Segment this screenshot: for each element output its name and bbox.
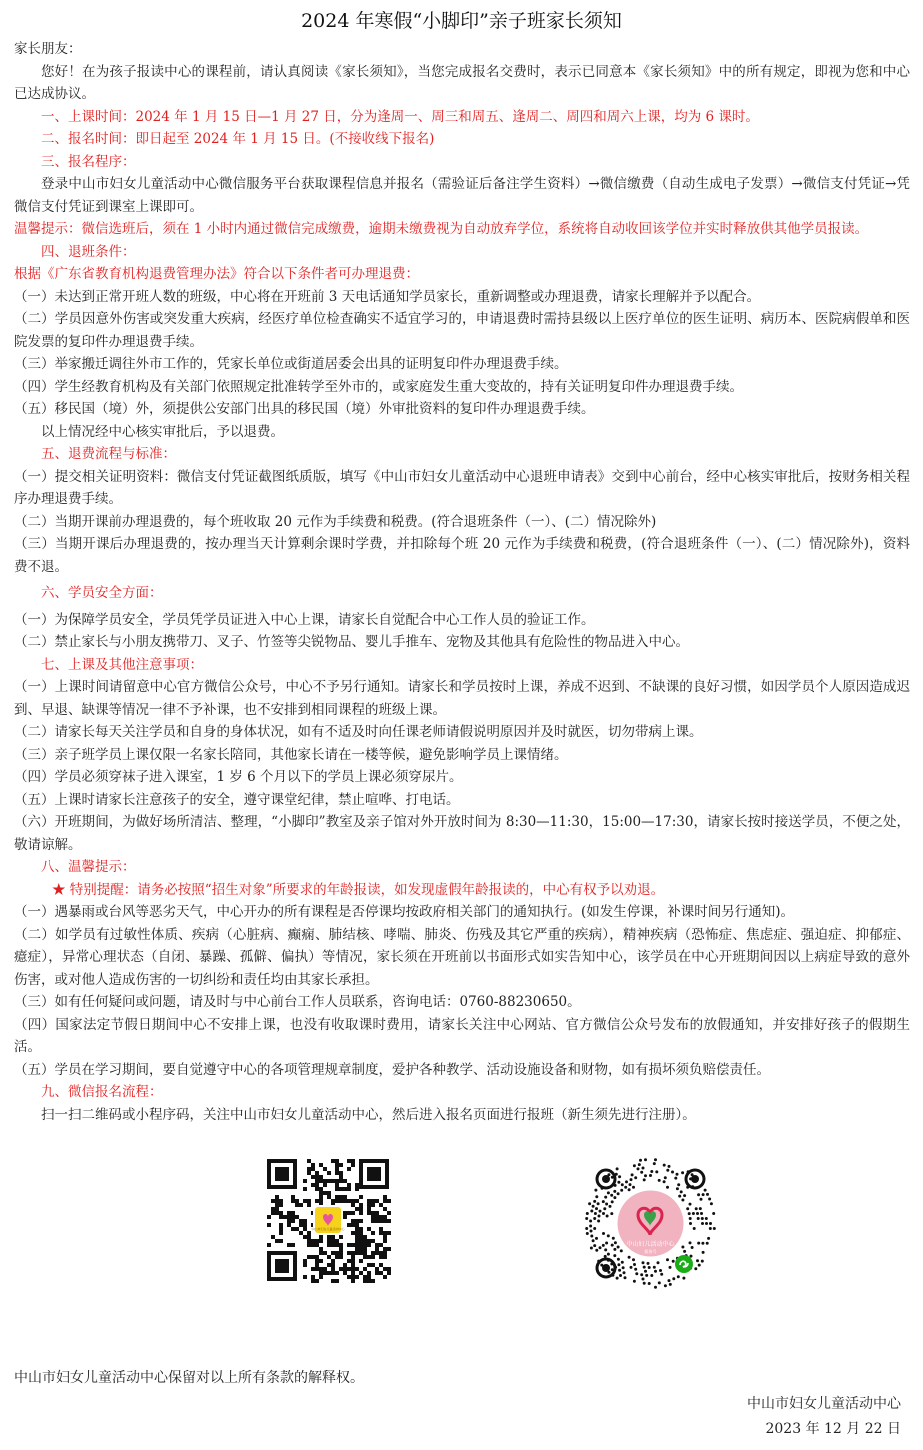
- qr-badge-text: 中山市妇女儿童活动中心: [311, 1227, 345, 1231]
- section-8-item: （三）如有任何疑问或问题，请及时与中心前台工作人员联系，咨询电话：0760-88230650。: [14, 994, 581, 1010]
- section-6-item: （二）禁止家长与小朋友携带刀、叉子、竹签等尖锐物品、婴儿手推车、宠物及其他具有危险性的物品进入中心。: [14, 634, 689, 650]
- section-5-item: （二）当期开课前办理退费的，每个班收取 20 元作为手续费和税费。(符合退班条件（一）、(二）情况除外): [14, 513, 657, 530]
- section-4-heading: 四、退班条件：: [41, 243, 136, 260]
- section-8-item: （一）遇暴雨或台风等恶劣天气，中心开办的所有课程是否停课均按政府相关部门的通知执行。(如发生停课，补课时间另行通知)。: [14, 904, 795, 920]
- section-5-heading: 五、退费流程与标准：: [41, 446, 176, 462]
- section-7-heading: 七、上课及其他注意事项：: [41, 656, 203, 673]
- section-6-heading: 六、学员安全方面：: [41, 585, 163, 601]
- wechat-qr-code-icon[interactable]: [265, 1157, 391, 1283]
- section-3-heading: 三、报名程序：: [41, 153, 136, 170]
- section-8-heading: 八、温馨提示：: [41, 859, 136, 875]
- section-8-item: （五）学员在学习期间，要自觉遵守中心的各项管理规章制度，爱护各种教学、活动设施设备和财物，如有损坏须负赔偿责任。: [14, 1061, 770, 1078]
- section-4-item: （五）移民国（境）外，须提供公安部门出具的移民国（境）外审批资料的复印件办理退费手续。: [14, 401, 595, 417]
- section-6-item: （一）为保障学员安全，学员凭学员证进入中心上课，请家长自觉配合中心工作人员的验证工作。: [14, 611, 595, 628]
- greeting: 家长朋友：: [14, 41, 82, 57]
- section-4-item: （一）未达到正常开班人数的班级，中心将在开班前 3 天电话通知学员家长，重新调整或办理退费，请家长理解并予以配合。: [14, 288, 761, 305]
- warm-tip-payment: 温馨提示：微信选班后，须在 1 小时内通过微信完成缴费，逾期未缴费视为自动放弃学位，系统将自动收回该学位并实时释放供其他学员报读。: [14, 221, 869, 237]
- mini-program-code-icon[interactable]: [584, 1157, 717, 1290]
- section-5-item: （一）提交相关证明资料：微信支付凭证截图纸质版，填写《中山市妇女儿童活动中心退班申请表》交到中心前台，经中心核实审批后，按财务相关程序办理退费手续。: [14, 468, 910, 507]
- footer-note: 中山市妇女儿童活动中心保留对以上所有条款的解释权。: [14, 1370, 364, 1386]
- section-7-item: （三）亲子班学员上课仅限一名家长陪同，其他家长请在一楼等候，避免影响学员上课情绪。: [14, 746, 568, 763]
- special-reminder-text: 特别提醒：请务必按照“招生对象”所要求的年龄报读，如发现虚假年龄报读的，中心有权予以劝退。: [69, 881, 665, 898]
- section-7-item: （六）开班期间，为做好场所清洁、整理，“小脚印”教室及亲子馆对外开放时间为 8:30—11:30，15:00—17:30，请家长按时接送学员，不便之处，敬请谅解。: [14, 814, 910, 853]
- section-7-item: （四）学员必须穿袜子进入课室，1 岁 6 个月以下的学员上课必须穿尿片。: [14, 769, 463, 785]
- section-8-item: （二）如学员有过敏性体质、疾病（心脏病、癫痫、肺结核、哮喘、肺炎、伤残及其它严重的疾病），精神疾病（恐怖症、焦虑症、强迫症、抑郁症、癔症），异常心理状态（自闭、暴躁、孤僻、偏执）等情况，家长须在开班前以书面形式如实告知中心，该学员在中心开班期间因以上病症导致的意外伤害，或对他人造成伤害的一切纠纷和责任均由其家长承担。: [14, 926, 910, 988]
- section-7-item: （一）上课时间请留意中心官方微信公众号，中心不予另行通知。请家长和学员按时上课，养成不迟到、不缺课的良好习惯，如因学员个人原因造成迟到、早退、缺课等情况一律不予补课，也不安排到相同课程的班级上课。: [14, 679, 910, 718]
- section-4-item: （二）学员因意外伤害或突发重大疾病，经医疗单位检查确实不适宜学习的，申请退费时需持县级以上医疗单位的医生证明、病历本、医院病假单和医院发票的复印件办理退费手续。: [14, 311, 910, 350]
- section-9-text: 扫一扫二维码或小程序码，关注中山市妇女儿童活动中心，然后进入报名页面进行报班（新生须先进行注册）。: [41, 1106, 696, 1123]
- section-8-item: （四）国家法定节假日期间中心不安排上课，也没有收取课时费用，请家长关注中心网站、官方微信公众号发布的放假通知，并安排好孩子的假期生活。: [14, 1016, 910, 1055]
- section-9-heading: 九、微信报名流程：: [41, 1084, 163, 1100]
- section-3-text: 登录中山市妇女儿童活动中心微信服务平台获取课程信息并报名（需验证后备注学生资料）→微信缴费（自动生成电子发票）→微信支付凭证→凭微信支付凭证到课室上课即可。: [14, 176, 910, 215]
- section-4-item: （三）举家搬迁调往外市工作的，凭家长单位或街道居委会出具的证明复印件办理退费手续。: [14, 356, 568, 372]
- mini-logo-text: 中山妇儿活动中心: [626, 1241, 675, 1248]
- page-title: 2024 年寒假“小脚印”亲子班家长须知: [301, 10, 622, 32]
- issue-date: 2023 年 12 月 22 日: [765, 1421, 901, 1437]
- section-1-class-time: 一、上课时间：2024 年 1 月 15 日—1 月 27 日，分为逢周一、周三和周五、逢周二、周四和周六上课，均为 6 课时。: [41, 108, 759, 125]
- intro-paragraph: 您好！在为孩子报读中心的课程前，请认真阅读《家长须知》，当您完成报名交费时，表示已同意本《家长须知》中的所有规定，即视为您和中心已达成协议。: [14, 63, 910, 102]
- special-reminder: [14, 879, 910, 902]
- qr-code-graphic: [265, 1157, 391, 1283]
- mini-logo-sub: 服务号: [644, 1249, 657, 1254]
- mini-program-code-graphic: [584, 1157, 717, 1290]
- section-5-item: （三）当期开课后办理退费的，按办理当天计算剩余课时学费，并扣除每个班 20 元作为手续费和税费，(符合退班条件（一）、(二）情况除外)，资料费不退。: [14, 536, 910, 575]
- organization-name: 中山市妇女儿童活动中心: [747, 1396, 901, 1412]
- section-7-item: （五）上课时请家长注意孩子的安全，遵守课堂纪律，禁止喧哗、打电话。: [14, 791, 460, 808]
- section-7-item: （二）请家长每天关注学员和自身的身体状况，如有不适及时向任课老师请假说明原因并及时就医，切勿带病上课。: [14, 724, 703, 740]
- section-2-signup-time: 二、报名时间：即日起至 2024 年 1 月 15 日。(不接收线下报名): [41, 131, 435, 147]
- section-4-intro: 根据《广东省教育机构退费管理办法》符合以下条件者可办理退费：: [14, 266, 419, 282]
- section-4-note: 以上情况经中心核实审批后，予以退费。: [41, 423, 284, 440]
- star-icon: ★: [52, 881, 66, 898]
- notice-body: [14, 38, 910, 1126]
- section-4-item: （四）学生经教育机构及有关部门依照规定批准转学至外市的，或家庭发生重大变故的，持有关证明复印件办理退费手续。: [14, 378, 743, 395]
